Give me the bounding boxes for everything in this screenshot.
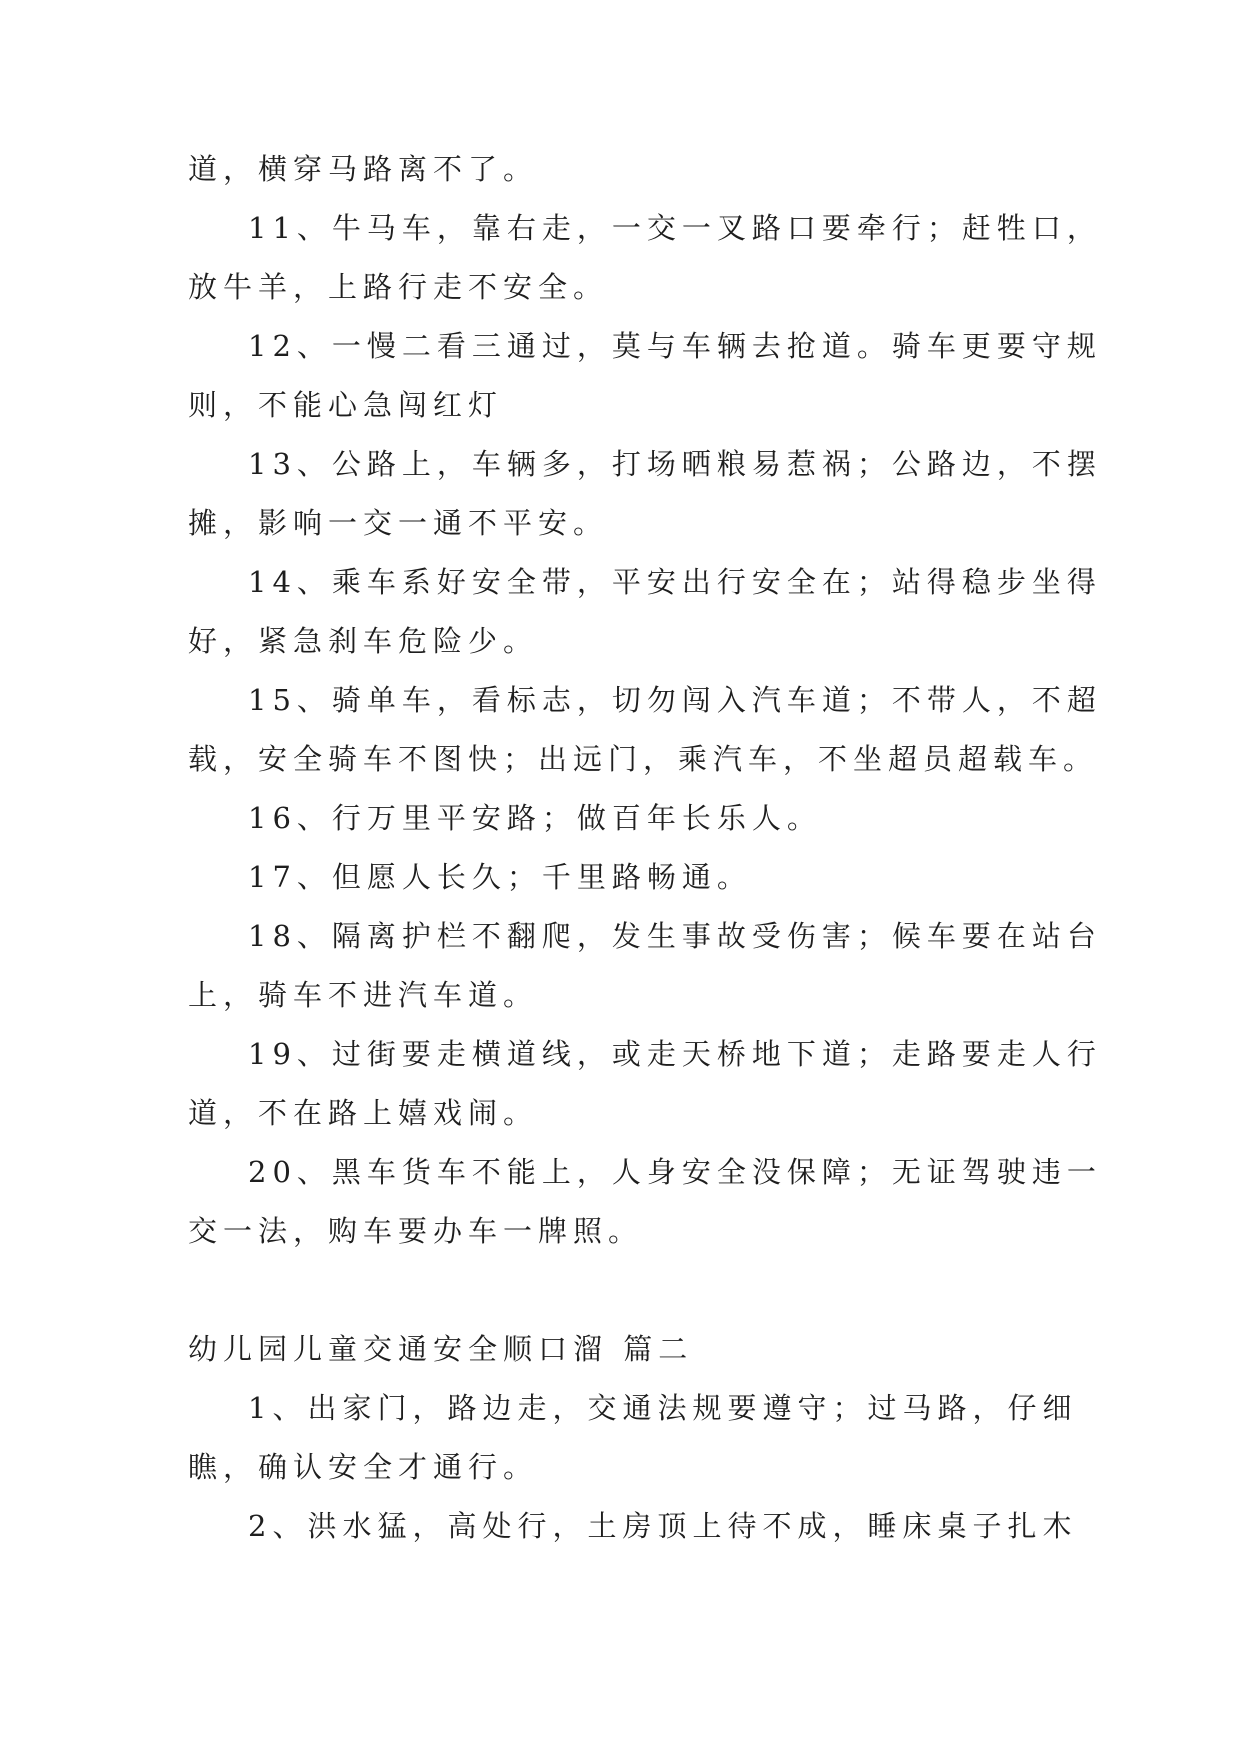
- text-line-item-1: 1、出家门，路边走，交通法规要遵守；过马路，仔细: [248, 1391, 1078, 1425]
- text-line-item-12: 12、一慢二看三通过，莫与车辆去抢道。骑车更要守规: [248, 329, 1102, 363]
- text-line-item-13: 13、公路上，车辆多，打场晒粮易惹祸；公路边，不摆: [248, 447, 1102, 481]
- section-heading: 幼儿园儿童交通安全顺口溜 篇二: [188, 1332, 694, 1366]
- text-line-item-19-cont: 道，不在路上嬉戏闹。: [188, 1096, 539, 1130]
- text-line-item-13-cont: 摊，影响一交一通不平安。: [188, 506, 609, 540]
- text-line-item-16: 16、行万里平安路；做百年长乐人。: [248, 801, 822, 835]
- text-line-item-20: 20、黑车货车不能上，人身安全没保障；无证驾驶违一: [248, 1155, 1102, 1189]
- text-line-item-17: 17、但愿人长久；千里路畅通。: [248, 860, 752, 894]
- text-line-item-18-cont: 上，骑车不进汽车道。: [188, 978, 539, 1012]
- text-line-item-11-cont: 放牛羊，上路行走不安全。: [188, 270, 609, 304]
- text-line-item-15: 15、骑单车，看标志，切勿闯入汽车道；不带人，不超: [248, 683, 1102, 717]
- text-line-item-19: 19、过街要走横道线，或走天桥地下道；走路要走人行: [248, 1037, 1102, 1071]
- text-line-item-20-cont: 交一法，购车要办车一牌照。: [188, 1214, 644, 1248]
- text-line-item-2: 2、洪水猛，高处行，土房顶上待不成，睡床桌子扎木: [248, 1509, 1078, 1543]
- text-line-continuation: 道，横穿马路离不了。: [188, 152, 539, 186]
- document-body: [188, 140, 1102, 1556]
- text-line-item-14: 14、乘车系好安全带，平安出行安全在；站得稳步坐得: [248, 565, 1102, 599]
- text-line-item-1-cont: 瞧，确认安全才通行。: [188, 1450, 539, 1484]
- text-line-item-14-cont: 好，紧急刹车危险少。: [188, 624, 539, 658]
- text-line-item-15-cont: 载，安全骑车不图快；出远门，乘汽车，不坐超员超载车。: [188, 742, 1099, 776]
- text-line-item-11: 11、牛马车，靠右走，一交一叉路口要牵行；赶牲口，: [248, 211, 1102, 245]
- text-line-item-12-cont: 则，不能心急闯红灯: [188, 388, 504, 422]
- text-line-item-18: 18、隔离护栏不翻爬，发生事故受伤害；候车要在站台: [248, 919, 1102, 953]
- blank-line: [188, 1261, 1058, 1320]
